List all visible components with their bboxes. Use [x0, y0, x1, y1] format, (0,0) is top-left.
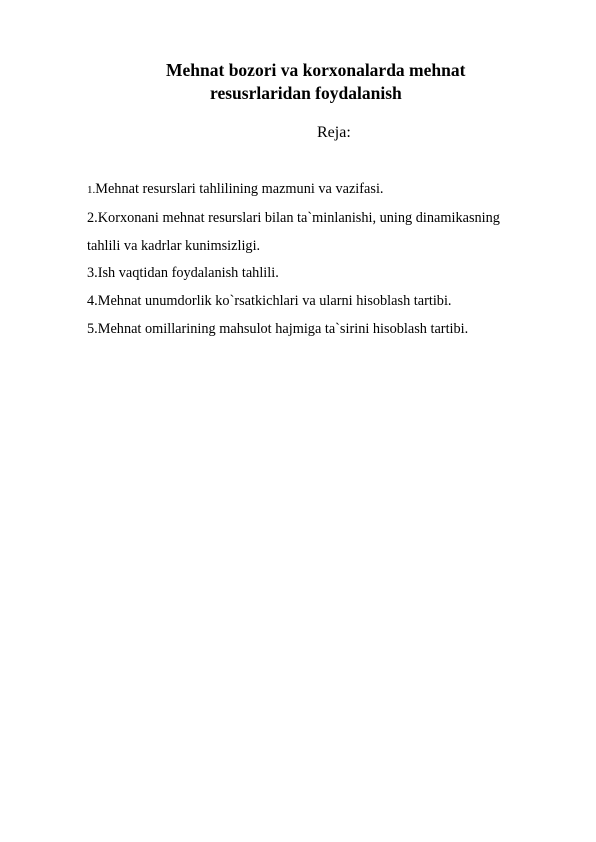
- plan-item-text: Mehnat omillarining mahsulot hajmiga ta`sirini hisoblash tartibi.: [97, 321, 469, 337]
- plan-item-number: 1.: [87, 184, 96, 196]
- document-title-line-1: Mehnat bozori va korxonalarda mehnat: [166, 60, 466, 80]
- plan-item-3: [87, 266, 279, 280]
- plan-item-number: 5.: [87, 321, 98, 337]
- plan-item-text: tahlili va kadrlar kunimsizligi.: [87, 238, 261, 254]
- document-title-line-2: resusrlaridan foydalanish: [210, 83, 402, 103]
- plan-item-number: 3.: [87, 265, 98, 281]
- plan-item-2-continuation: [87, 239, 260, 253]
- plan-item-text: Mehnat unumdorlik ko`rsatkichlari va ularni hisoblash tartibi.: [97, 293, 452, 309]
- plan-heading: Reja:: [317, 124, 351, 141]
- plan-item-text: Ish vaqtidan foydalanish tahlili.: [97, 265, 279, 281]
- plan-item-number: 2.: [87, 210, 98, 226]
- plan-item-4: [87, 294, 452, 308]
- plan-item-1: [87, 182, 384, 196]
- plan-item-text: Mehnat resurslari tahlilining mazmuni va vazifasi.: [95, 181, 384, 197]
- plan-item-text: Korxonani mehnat resurslari bilan ta`minlanishi, uning dinamikasning: [97, 210, 500, 226]
- plan-item-2: [87, 211, 500, 225]
- plan-item-5: [87, 322, 468, 336]
- plan-item-number: 4.: [87, 293, 98, 309]
